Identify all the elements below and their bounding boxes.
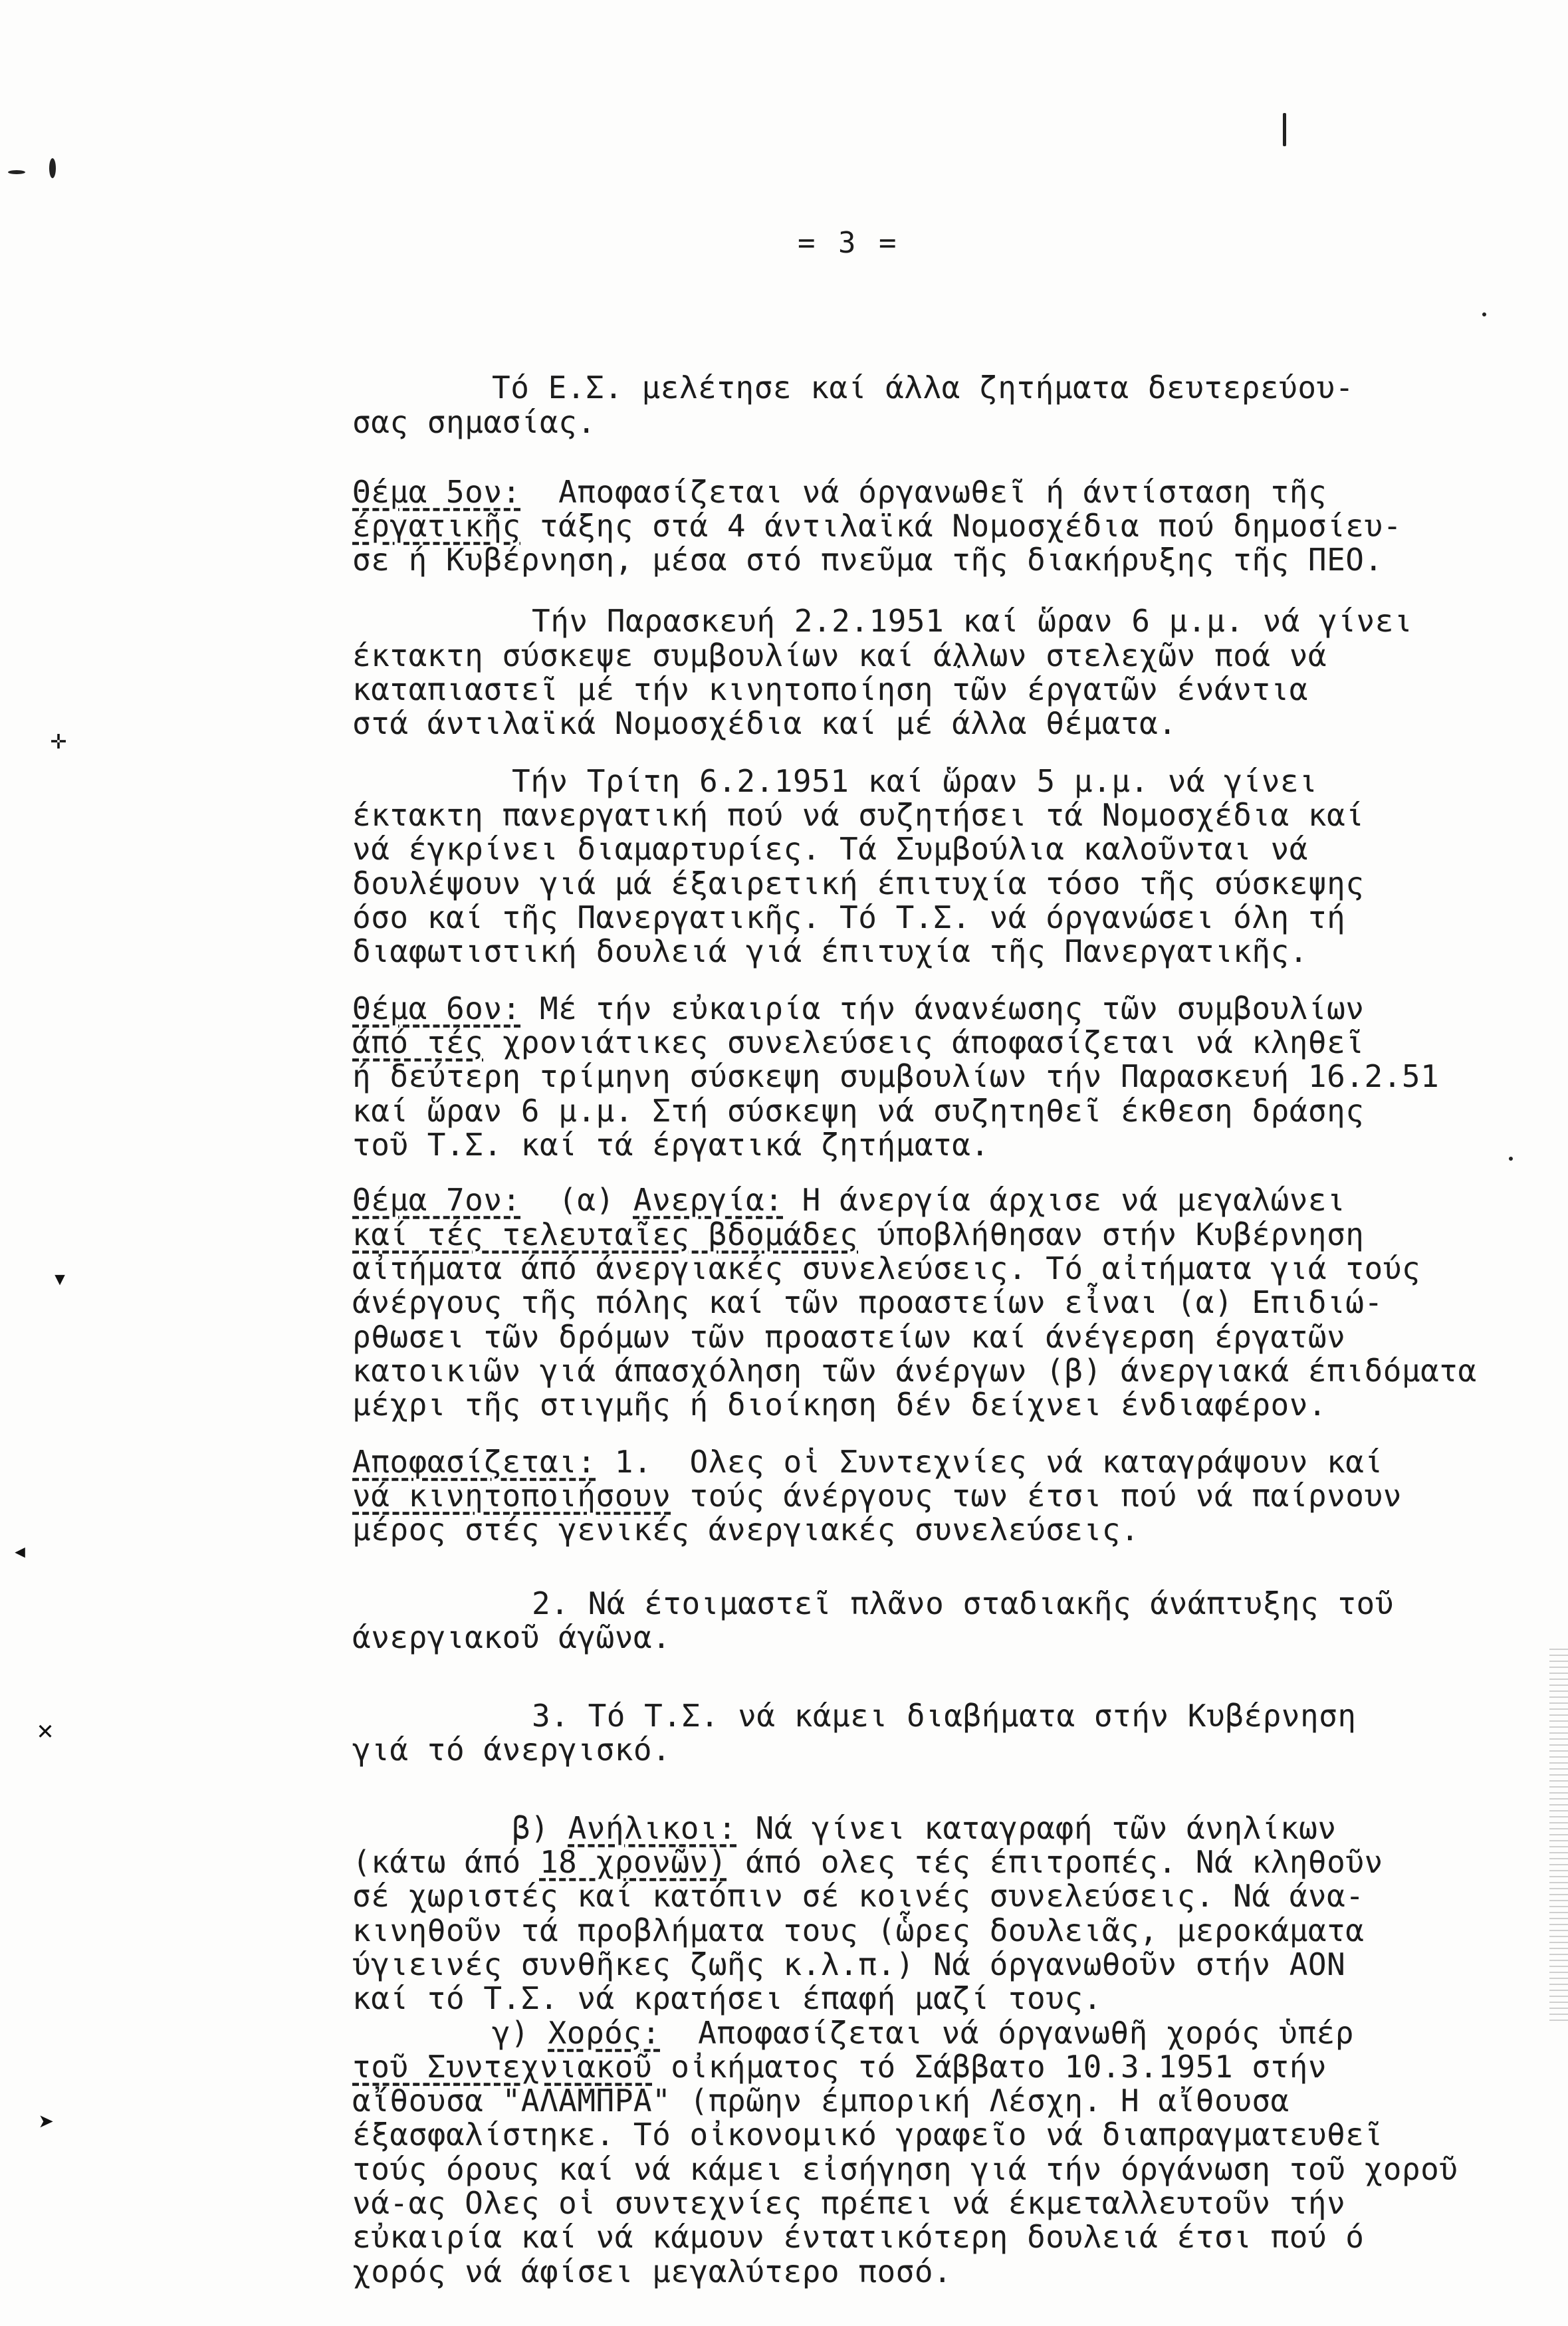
text-run: κινηθοῦν τά προβλήματα τους (ὧρες δουλειᾶς, μεροκάματα bbox=[352, 1913, 1365, 1948]
scan-speck bbox=[49, 158, 56, 178]
text-line bbox=[352, 542, 1383, 578]
scan-edge-noise bbox=[1549, 1649, 1568, 2021]
text-run: χορός νά άφίσει μεγαλύτερο ποσό. bbox=[352, 2254, 952, 2289]
text-run: δουλέψουν γιά μά έξαιρετική έπιτυχία τόσο τῆς σύσκεψης bbox=[352, 866, 1365, 901]
scan-cross-mark: ✛ bbox=[51, 725, 67, 755]
text-line bbox=[352, 638, 1327, 673]
text-line bbox=[352, 1093, 1365, 1129]
text-line bbox=[352, 2185, 1345, 2221]
text-run: τοῦ Τ.Σ. καί τά έργατικά ζητήματα. bbox=[352, 1127, 990, 1163]
text-run: τούς άνέργους των έτσι πού νά παίρνουν bbox=[671, 1478, 1402, 1514]
text-line bbox=[352, 1732, 671, 1768]
text-run: 3. Τό Τ.Σ. νά κάμει διαβήματα στήν Κυβέρνηση bbox=[532, 1698, 1357, 1734]
text-line bbox=[352, 1217, 1365, 1252]
text-line bbox=[352, 1182, 1345, 1218]
text-run: άνέργους τῆς πόλης καί τῶν προαστείων εἶναι (α) Επιδιώ- bbox=[352, 1284, 1383, 1320]
text-run: σε ή Κυβέρνηση, μέσα στό πνεῦμα τῆς διακήρυξης τῆς ΠΕΟ. bbox=[352, 542, 1383, 578]
text-run: μέχρι τῆς στιγμῆς ή διοίκηση δέν δείχνει ένδιαφέρον. bbox=[352, 1387, 1327, 1423]
text-run: γ) bbox=[492, 2015, 548, 2051]
text-line bbox=[352, 990, 1365, 1026]
text-line bbox=[352, 1024, 1365, 1060]
text-run: αἴθουσα "ΑΛΑΜΠΡΑ" (πρῶην έμπορική Λέσχη. Η αἴθουσα bbox=[352, 2083, 1289, 2119]
text-line bbox=[352, 2083, 1289, 2119]
text-line bbox=[352, 2254, 952, 2289]
text-run: άνεργιακοῦ άγῶνα. bbox=[352, 1619, 671, 1655]
text-run: ύγιεινές συνθῆκες ζωῆς κ.λ.π.) Νά όργανωθοῦν στήν ΑΟΝ bbox=[352, 1946, 1346, 1982]
underlined-heading: Θέμα 5ον: bbox=[352, 474, 521, 510]
scan-cross-mark: ▾ bbox=[52, 1263, 68, 1294]
underlined-heading: έργατικῆς bbox=[352, 508, 521, 544]
text-run: όσο καί τῆς Πανεργατικῆς. Τό Τ.Σ. νά όργανώσει όλη τή bbox=[352, 899, 1346, 935]
text-run: μέρος στές γενικές άνεργιακές συνελεύσεις. bbox=[352, 1512, 1140, 1548]
text-run: Μέ τήν εὐκαιρία τήν άνανέωσης τῶν συμβουλίων bbox=[520, 990, 1365, 1026]
text-run: διαφωτιστική δουλειά γιά έπιτυχία τῆς Πανεργατικῆς. bbox=[352, 933, 1308, 969]
text-run: αἰτήματα άπό άνεργιακές συνελεύσεις. Τό αἰτήματα γιά τούς bbox=[352, 1250, 1421, 1286]
text-run: γιά τό άνεργισκό. bbox=[352, 1732, 671, 1768]
text-run: Τήν Παρασκευή 2.2.1951 καί ὥραν 6 μ.μ. νά γίνει bbox=[532, 603, 1413, 639]
underlined-heading: Θέμα 6ον: bbox=[352, 990, 521, 1026]
text-run: τούς όρους καί νά κάμει εἰσήγηση γιά τήν όργάνωση τοῦ χοροῦ bbox=[352, 2151, 1458, 2187]
underlined-heading: νά κινητοποιήσουν bbox=[352, 1478, 671, 1514]
text-line bbox=[352, 1619, 671, 1655]
scan-cross-mark: ✕ bbox=[37, 1715, 54, 1746]
text-line bbox=[512, 763, 1317, 799]
text-line bbox=[492, 2015, 1354, 2051]
text-line bbox=[352, 866, 1365, 901]
underlined-heading: Αποφασίζεται: bbox=[352, 1444, 596, 1480]
text-run: Αποφασίζεται νά όργανωθεῖ ή άντίσταση τῆς bbox=[520, 474, 1327, 510]
text-line bbox=[352, 899, 1345, 935]
text-run: κατοικιῶν γιά άπασχόληση τῶν άνέργων (β) άνεργιακά έπιδόματα bbox=[352, 1353, 1477, 1389]
page-number: = 3 = bbox=[798, 226, 899, 260]
text-run: ρθωσει τῶν δρόμων τῶν προαστείων καί άνέγερση έργατῶν bbox=[352, 1319, 1346, 1355]
text-line bbox=[352, 1512, 1139, 1548]
text-line bbox=[352, 797, 1365, 833]
text-run: Η άνεργία άρχισε νά μεγαλώνει bbox=[783, 1182, 1346, 1218]
text-run: β) bbox=[512, 1810, 568, 1846]
text-line bbox=[352, 1058, 1439, 1094]
text-line bbox=[532, 603, 1412, 639]
text-line bbox=[352, 2049, 1327, 2085]
text-run: (α) bbox=[520, 1182, 633, 1218]
text-run: στά άντιλαϊκά Νομοσχέδια καί μέ άλλα θέματα. bbox=[352, 705, 1177, 741]
text-run: Τήν Τρίτη 6.2.1951 καί ὥραν 5 μ.μ. νά γίνει bbox=[512, 763, 1318, 799]
text-line bbox=[532, 1585, 1394, 1621]
text-run: σέ χωριστές καί κατόπιν σέ κοινές συνελεύσεις. Νά άνα- bbox=[352, 1878, 1365, 1914]
text-line bbox=[352, 2219, 1365, 2255]
text-line bbox=[352, 2151, 1458, 2187]
text-run: Νά γίνει καταγραφή τῶν άνηλίκων bbox=[736, 1810, 1337, 1846]
text-run: έκτακτη σύσκεψε συμβουλίων καί άλλων στελεχῶν ποά νά bbox=[352, 638, 1327, 673]
text-run: 1. Ολες οἱ Συντεχνίες νά καταγράψουν καί bbox=[596, 1444, 1383, 1480]
text-run: οἰκήματος τό Σάββατο 10.3.1951 στήν bbox=[652, 2049, 1327, 2085]
underlined-heading: Ανεργία: bbox=[633, 1182, 784, 1218]
text-line bbox=[492, 370, 1354, 406]
text-line bbox=[352, 508, 1402, 544]
text-line bbox=[512, 1810, 1337, 1846]
underlined-heading: Χορός: bbox=[548, 2015, 661, 2051]
text-run: χρονιάτικες συνελεύσεις άποφασίζεται νά κληθεῖ bbox=[483, 1024, 1365, 1060]
text-run: νά-ας Ολες οἱ συντεχνίες πρέπει νά έκμεταλλευτοῦν τήν bbox=[352, 2185, 1346, 2221]
text-line bbox=[352, 474, 1327, 510]
text-line bbox=[352, 1946, 1345, 1982]
text-line bbox=[352, 1878, 1365, 1914]
text-run: 2. Νά έτοιμαστεῖ πλᾶνο σταδιακῆς άνάπτυξης τοῦ bbox=[532, 1585, 1394, 1621]
underlined-heading: τοῦ Συντεχνιακοῦ bbox=[352, 2049, 653, 2085]
text-line bbox=[352, 1444, 1383, 1480]
text-line bbox=[352, 1319, 1345, 1355]
text-line bbox=[352, 1284, 1383, 1320]
scan-speck bbox=[8, 170, 25, 174]
text-run: έξασφαλίστηκε. Τό οἰκονομικό γραφεῖο νά διαπραγματευθεῖ bbox=[352, 2117, 1383, 2152]
underlined-heading: άπό τές bbox=[352, 1024, 484, 1060]
text-line bbox=[352, 2117, 1383, 2152]
text-line bbox=[352, 1478, 1402, 1514]
text-run: τάξης στά 4 άντιλαϊκά Νομοσχέδια πού δημοσίευ- bbox=[520, 508, 1402, 544]
text-run: καταπιαστεῖ μέ τήν κινητοποίηση τῶν έργατῶν ένάντια bbox=[352, 671, 1308, 707]
text-line bbox=[352, 404, 596, 440]
text-line bbox=[352, 1127, 990, 1163]
text-run: νά έγκρίνει διαμαρτυρίες. Τά Συμβούλια καλοῦνται νά bbox=[352, 831, 1308, 867]
underlined-heading: Θέμα 7ον: bbox=[352, 1182, 521, 1218]
text-run: άπό ολες τές έπιτροπές. Νά κληθοῦν bbox=[727, 1844, 1383, 1880]
text-run: καί ὥραν 6 μ.μ. Στή σύσκεψη νά συζητηθεῖ έκθεση δράσης bbox=[352, 1093, 1365, 1129]
text-run: Τό Ε.Σ. μελέτησε καί άλλα ζητήματα δευτερεύου- bbox=[492, 370, 1354, 406]
text-line bbox=[352, 1844, 1383, 1880]
scan-speck bbox=[1509, 1157, 1513, 1161]
underlined-heading: Ανήλικοι: bbox=[568, 1810, 737, 1846]
text-run: ή δεύτερη τρίμηνη σύσκεψη συμβουλίων τήν Παρασκευή 16.2.51 bbox=[352, 1058, 1440, 1094]
underlined-heading: καί τές τελευταῖες βδομάδες bbox=[352, 1217, 859, 1252]
text-line bbox=[352, 1387, 1327, 1423]
text-line bbox=[352, 933, 1308, 969]
text-run: εὐκαιρία καί νά κάμουν έντατικότερη δουλειά έτσι πού ό bbox=[352, 2219, 1365, 2255]
text-run: έκτακτη πανεργατική πού νά συζητήσει τά Νομοσχέδια καί bbox=[352, 797, 1365, 833]
underlined-heading: 18 χρονῶν) bbox=[539, 1844, 727, 1880]
text-run: (κάτω άπό bbox=[352, 1844, 540, 1880]
scan-cross-mark: ➤ bbox=[39, 2107, 55, 2138]
text-run: ύποβλήθησαν στήν Κυβέρνηση bbox=[858, 1217, 1365, 1252]
text-line bbox=[352, 831, 1308, 867]
scan-speck bbox=[1482, 312, 1486, 316]
scan-cross-mark: ◂ bbox=[12, 1536, 29, 1566]
text-run: καί τό Τ.Σ. νά κρατήσει έπαφή μαζί τους. bbox=[352, 1980, 1102, 2016]
scan-speck bbox=[1283, 113, 1286, 146]
text-run: Αποφασίζεται νά όργανωθῆ χορός ὑπέρ bbox=[660, 2015, 1354, 2051]
text-line bbox=[352, 1980, 1102, 2016]
text-line bbox=[532, 1698, 1357, 1734]
text-line bbox=[352, 1250, 1420, 1286]
text-line bbox=[352, 671, 1308, 707]
text-line bbox=[352, 705, 1177, 741]
text-line bbox=[352, 1353, 1477, 1389]
text-line bbox=[352, 1913, 1365, 1948]
text-run: σας σημασίας. bbox=[352, 404, 596, 440]
